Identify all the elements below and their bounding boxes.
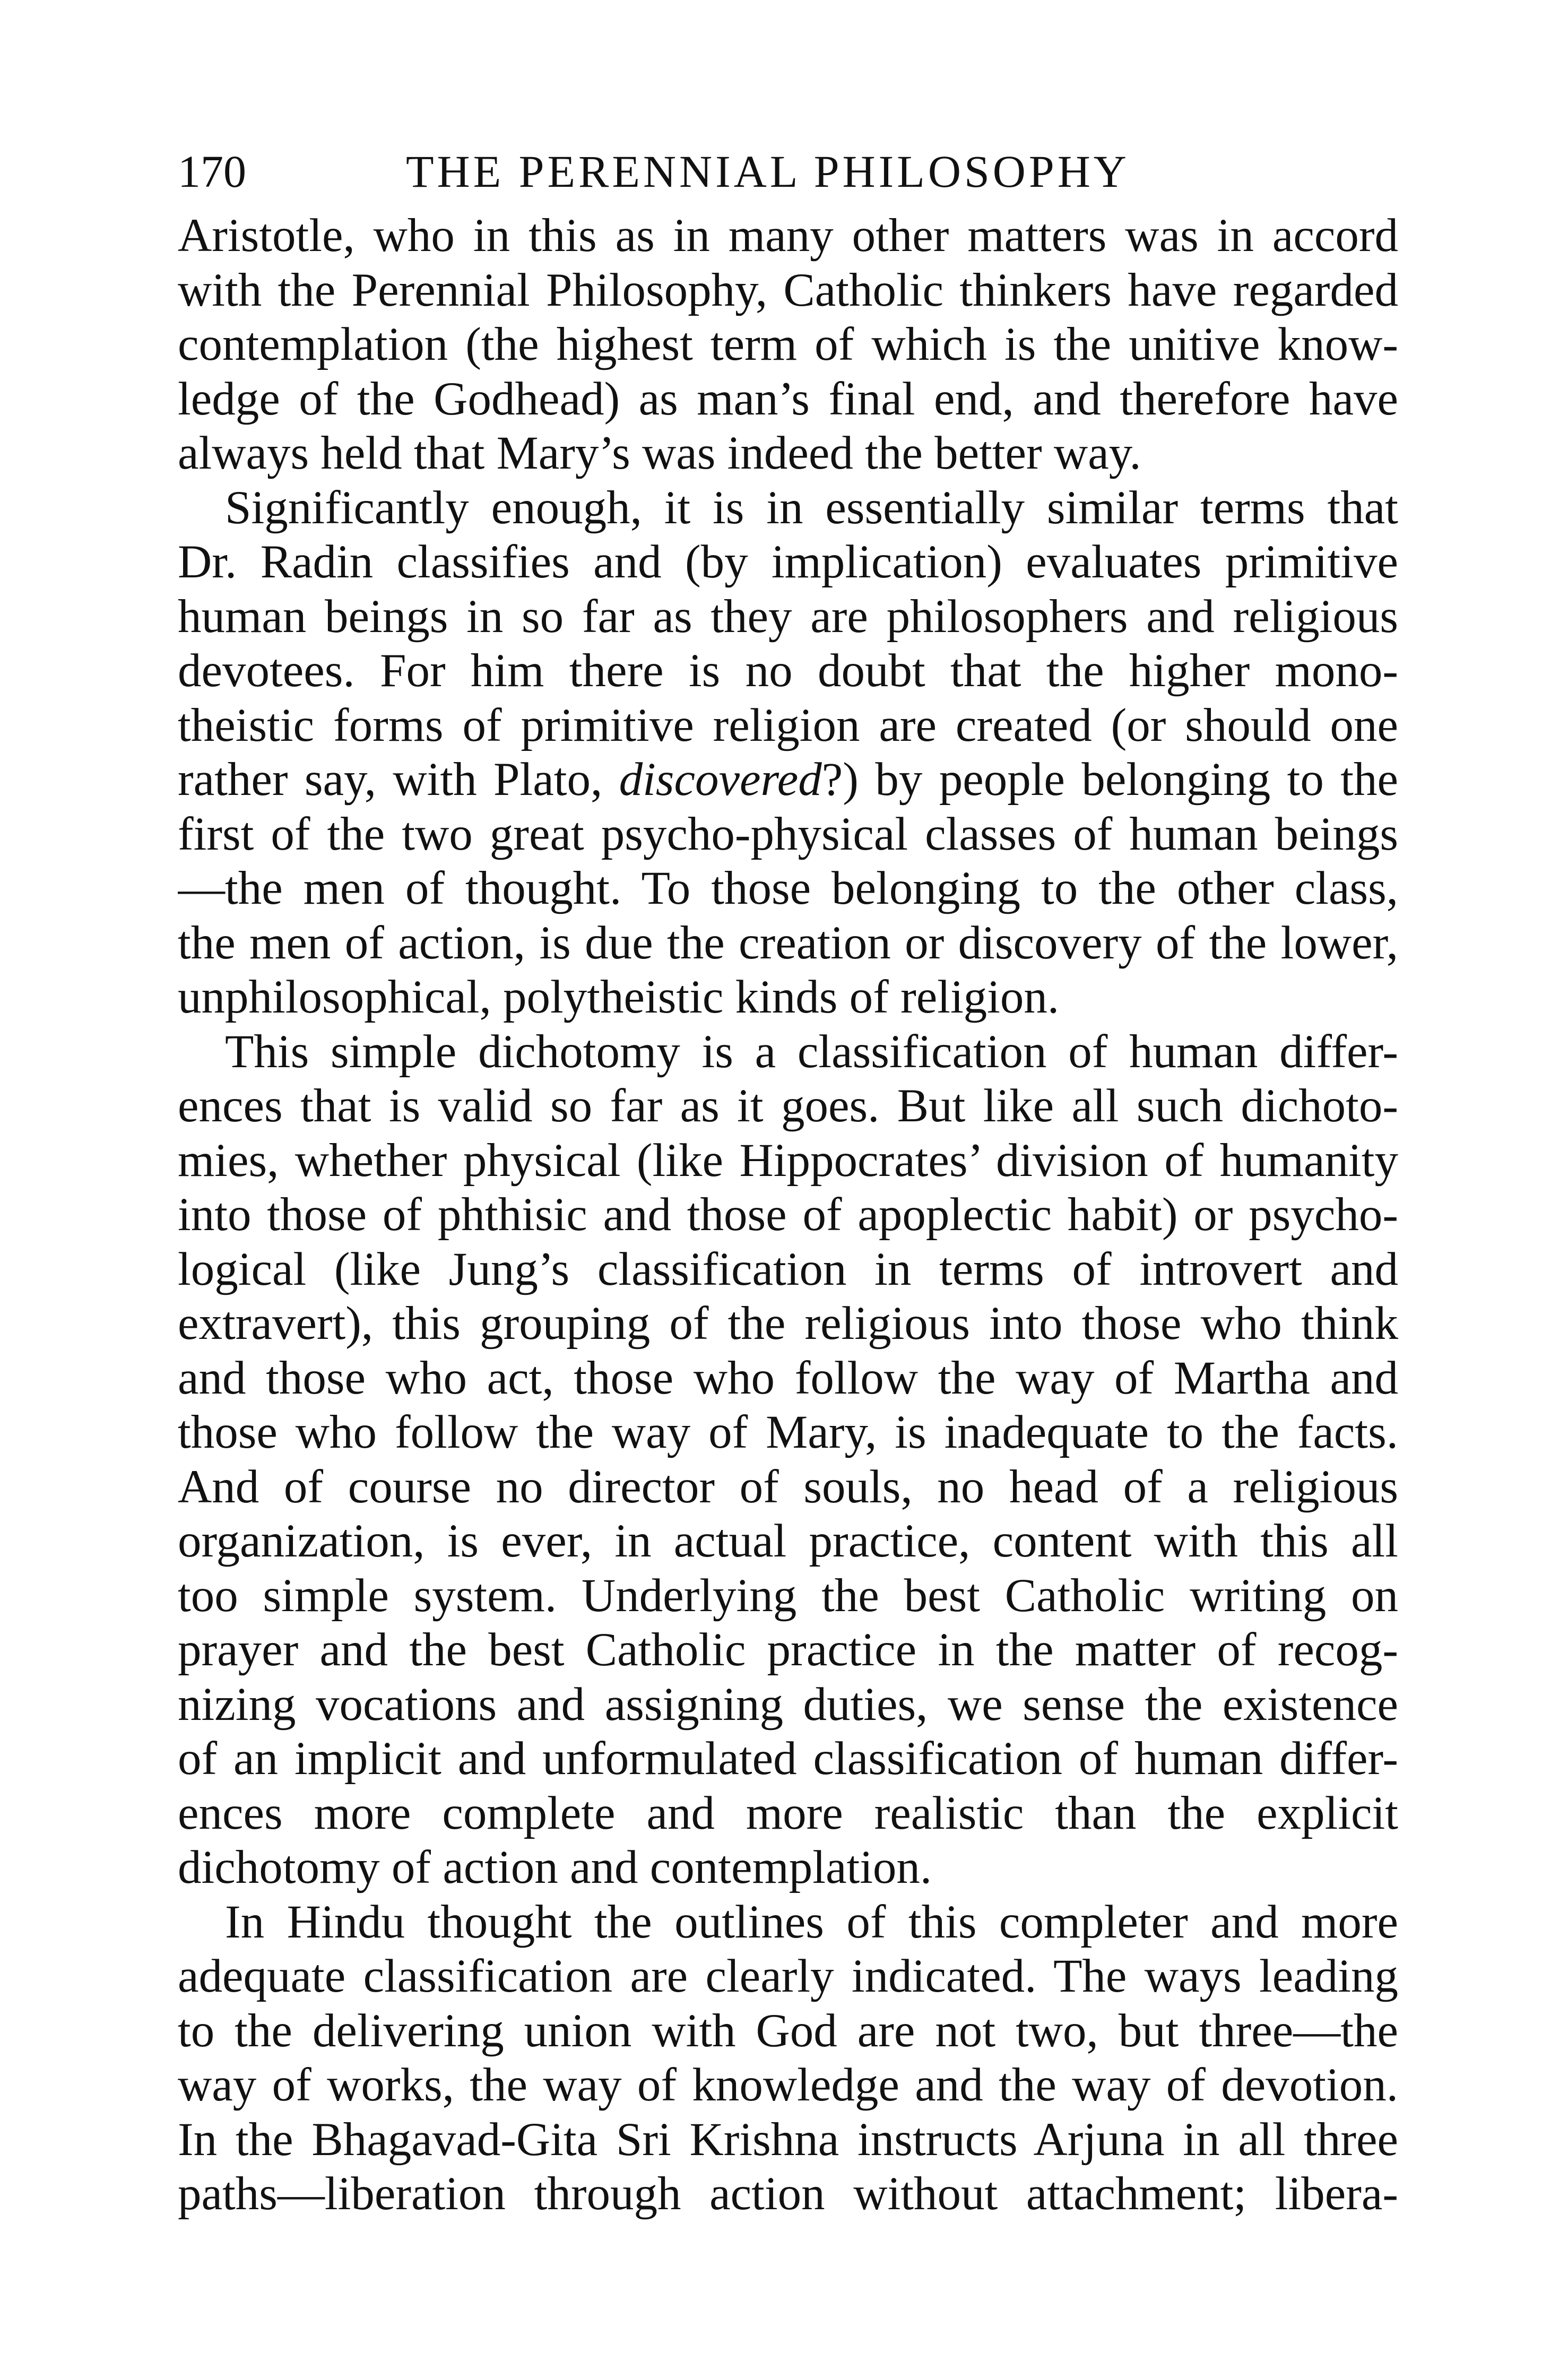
text-line: logical (like Jung’s classification in terms of introvert and — [178, 1243, 1398, 1295]
text-line: theistic forms of primitive religion are created (or should one — [178, 699, 1398, 751]
text-line: ences that is valid so far as it goes. But like all such dichoto- — [178, 1080, 1398, 1132]
text-line: —the men of thought. To those belonging to the other class, — [178, 862, 1398, 914]
body-text — [178, 209, 1398, 2221]
italic-word: discovered — [619, 754, 822, 806]
text-line: the men of action, is due the creation or discovery of the lower, — [178, 916, 1398, 969]
text-fragment: rather say, with Plato, — [178, 754, 619, 806]
text-line: first of the two great psycho-physical classes of human beings — [178, 808, 1398, 860]
text-line: In the Bhagavad-Gita Sri Krishna instructs Arjuna in all three — [178, 2113, 1398, 2166]
text-line: ledge of the Godhead) as man’s final end, and therefore have — [178, 373, 1398, 425]
text-line: always held that Mary’s was indeed the better way. — [178, 427, 1141, 479]
text-line: into those of phthisic and those of apoplectic habit) or psycho- — [178, 1189, 1398, 1241]
running-title: THE PERENNIAL PHILOSOPHY — [406, 146, 1130, 197]
text-line: with the Perennial Philosophy, Catholic thinkers have regarded — [178, 264, 1398, 316]
text-line: devotees. For him there is no doubt that the higher mono- — [178, 645, 1398, 697]
text-line: mies, whether physical (like Hippocrates’ division of humanity — [178, 1134, 1398, 1187]
text-line: nizing vocations and assigning duties, we sense the existence — [178, 1678, 1398, 1731]
text-line: human beings in so far as they are philosophers and religious — [178, 590, 1398, 643]
text-line: Dr. Radin classifies and (by implication) evaluates primitive — [178, 536, 1398, 588]
text-line: extravert), this grouping of the religious into those who think — [178, 1298, 1398, 1350]
text-line: and those who act, those who follow the way of Martha and — [178, 1352, 1398, 1404]
text-line: This simple dichotomy is a classification of human differ- — [225, 1025, 1398, 1078]
text-line: of an implicit and unformulated classification of human differ- — [178, 1733, 1398, 1785]
text-line: organization, is ever, in actual practice, content with this all — [178, 1515, 1398, 1567]
text-line: unphilosophical, polytheistic kinds of religion. — [178, 971, 1060, 1023]
text-line: adequate classification are clearly indicated. The ways leading — [178, 1950, 1398, 2002]
page-header — [178, 142, 1398, 201]
text-line: contemplation (the highest term of which is the unitive know- — [178, 318, 1398, 370]
text-line: In Hindu thought the outlines of this completer and more — [225, 1896, 1398, 1948]
text-line: dichotomy of action and contemplation. — [178, 1841, 932, 1893]
text-line: way of works, the way of knowledge and the way of devotion. — [178, 2059, 1398, 2111]
page-number: 170 — [178, 146, 246, 197]
text-fragment: ?) by people belonging to the — [821, 754, 1398, 806]
text-line: paths—liberation through action without attachment; libera- — [178, 2168, 1398, 2220]
text-line: to the delivering union with God are not two, but three—the — [178, 2004, 1398, 2057]
text-line: too simple system. Underlying the best Catholic writing on — [178, 1569, 1398, 1622]
text-line: those who follow the way of Mary, is inadequate to the facts. — [178, 1406, 1398, 1458]
text-line: Significantly enough, it is in essentially similar terms that — [225, 481, 1398, 534]
text-line-with-italic — [178, 752, 1398, 807]
text-line: prayer and the best Catholic practice in the matter of recog- — [178, 1624, 1398, 1676]
text-line: Aristotle, who in this as in many other matters was in accord — [178, 210, 1398, 262]
text-line: And of course no director of souls, no head of a religious — [178, 1460, 1398, 1513]
text-line: ences more complete and more realistic than the explicit — [178, 1787, 1398, 1839]
